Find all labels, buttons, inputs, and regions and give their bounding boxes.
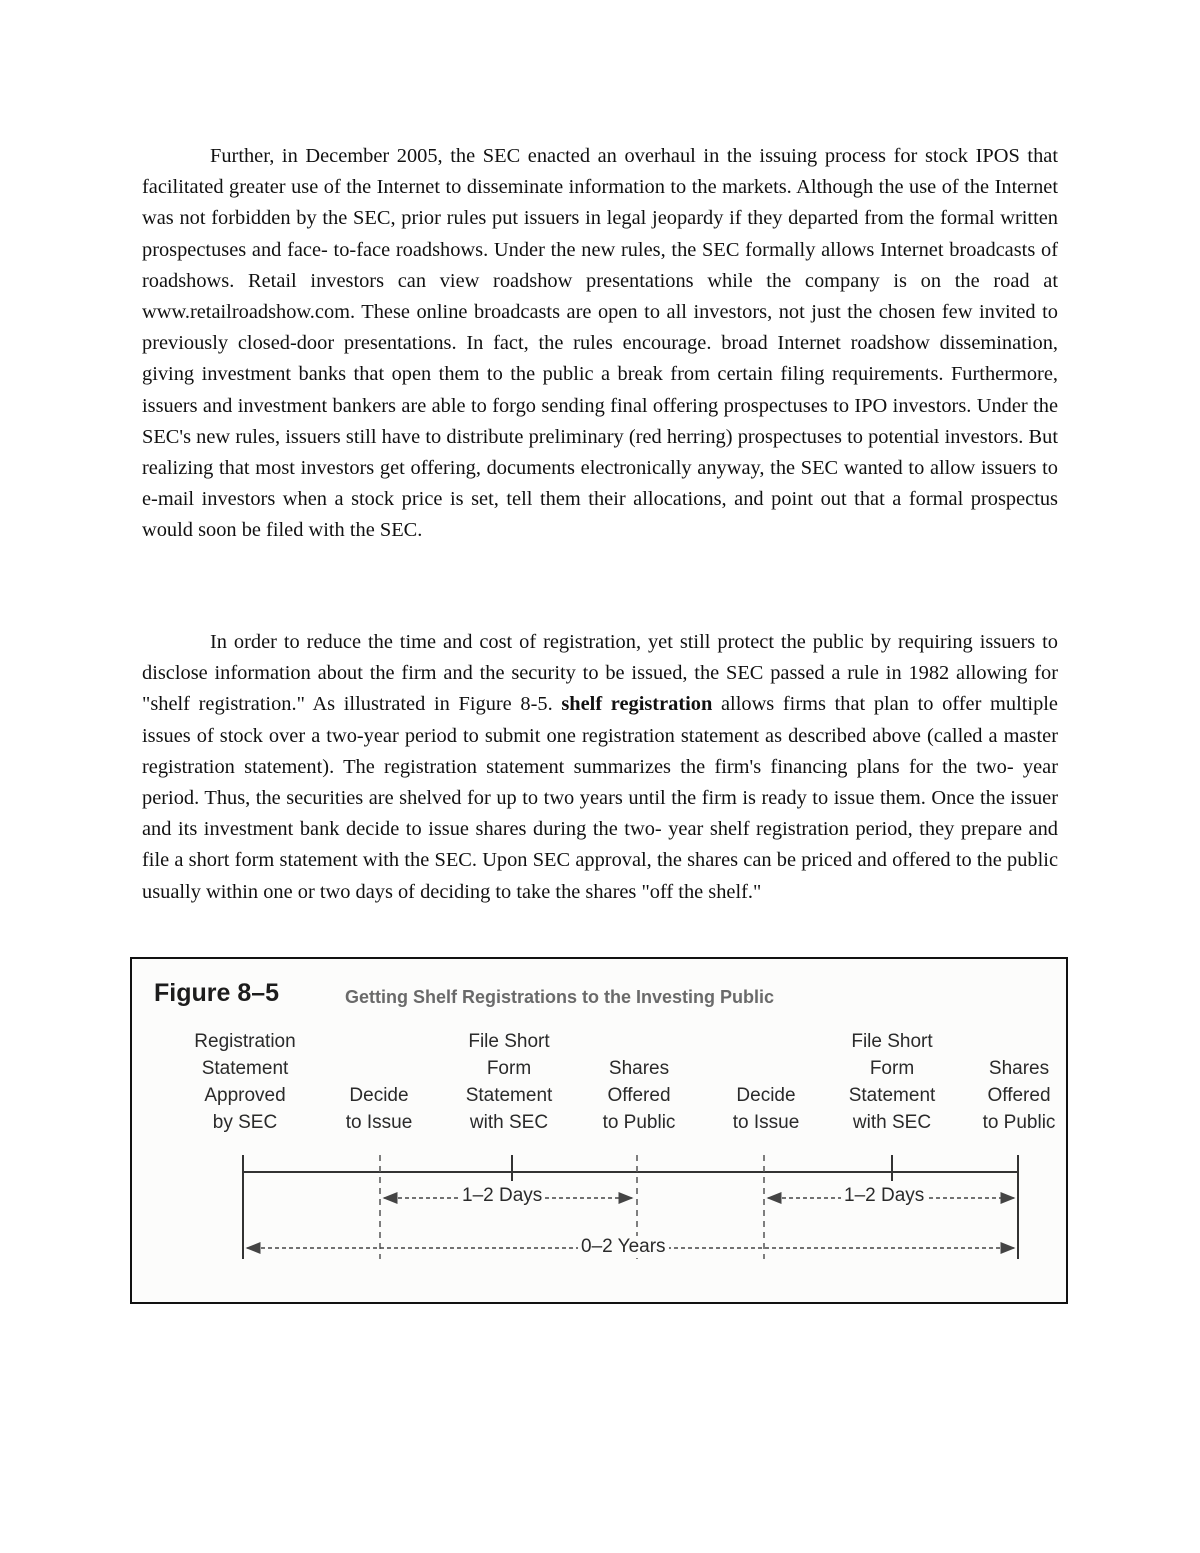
label-days-1: 1–2 Days [459, 1185, 545, 1207]
paragraph-internet-roadshows [142, 141, 1058, 547]
paragraph-shelf-registration [142, 627, 1058, 908]
label-years: 0–2 Years [578, 1236, 669, 1258]
step-file-short-form-2: File Short Form Statement with SEC [848, 1031, 936, 1133]
paragraph-2-text-end: allows firms that plan to offer multiple issues of stock over a two-year period to submit one registration statement as described above (called a master registration statement). The registration statement summarizes the firm's financing plans for the two- year period. Thus, the securities are shelved for up to two years until the firm is ready to issue them. Once the issuer and its investment bank decide to issue shares during the two- year shelf registration period, they prepare and file a short form statement with the SEC. Upon SEC approval, the shares can be priced and offered to the public usually within one or two days of deciding to take the shares "off the shelf." [142, 693, 1058, 903]
figure-label: Figure 8–5 [154, 979, 280, 1007]
step-decide-to-issue-2: Decide to Issue [732, 1085, 800, 1133]
step-shares-offered-1: Shares Offered to Public [602, 1058, 676, 1133]
step-shares-offered-2: Shares Offered to Public [982, 1058, 1056, 1133]
figure-caption: Getting Shelf Registrations to the Investing Public [345, 987, 775, 1007]
paragraph-2-text-start: In order to reduce the time and cost of registration, yet still protect the public by requiring issuers to disclose information about the firm and the security to be issued, the SEC passed a rule in 1982 allowing for "shelf registration." As illustrated in Figure 8-5. [142, 631, 1058, 716]
label-days-2: 1–2 Days [841, 1185, 927, 1207]
step-decide-to-issue-1: Decide to Issue [345, 1085, 413, 1133]
step-registration-approved: Registration Statement Approved by SEC [194, 1031, 296, 1133]
step-file-short-form-1: File Short Form Statement with SEC [465, 1031, 553, 1133]
figure-8-5 [130, 957, 1068, 1304]
paragraph-1-text: Further, in December 2005, the SEC enacted an overhaul in the issuing process for stock IPOS that facilitated greater use of the Internet to disseminate information to the markets. Although the use of the Internet was not forbidden by the SEC, prior rules put issuers in legal jeopardy if they departed from the formal written prospectuses and face- to-face roadshows. Under the new rules, the SEC formally allows Internet broadcasts of roadshows. Retail investors can view roadshow presentations while the company is on the road at www.retailroadshow.com. These online broadcasts are open to all investors, not just the chosen few invited to previously closed-door presentations. In fact, the rules encourage. broad Internet roadshow dissemination, giving investment banks that open them to the public a break from certain filing requirements. Furthermore, issuers and investment bankers are able to forgo sending final offering prospectuses to IPO investors. Under the SEC's new rules, issuers still have to distribute preliminary (red herring) prospectuses to potential investors. But realizing that most investors get offering, documents electronically anyway, the SEC wanted to allow issuers to e-mail investors when a stock price is set, tell them their allocations, and point out that a formal prospectus would soon be filed with the SEC. [142, 145, 1058, 542]
term-shelf-registration: shelf registration [561, 693, 713, 716]
